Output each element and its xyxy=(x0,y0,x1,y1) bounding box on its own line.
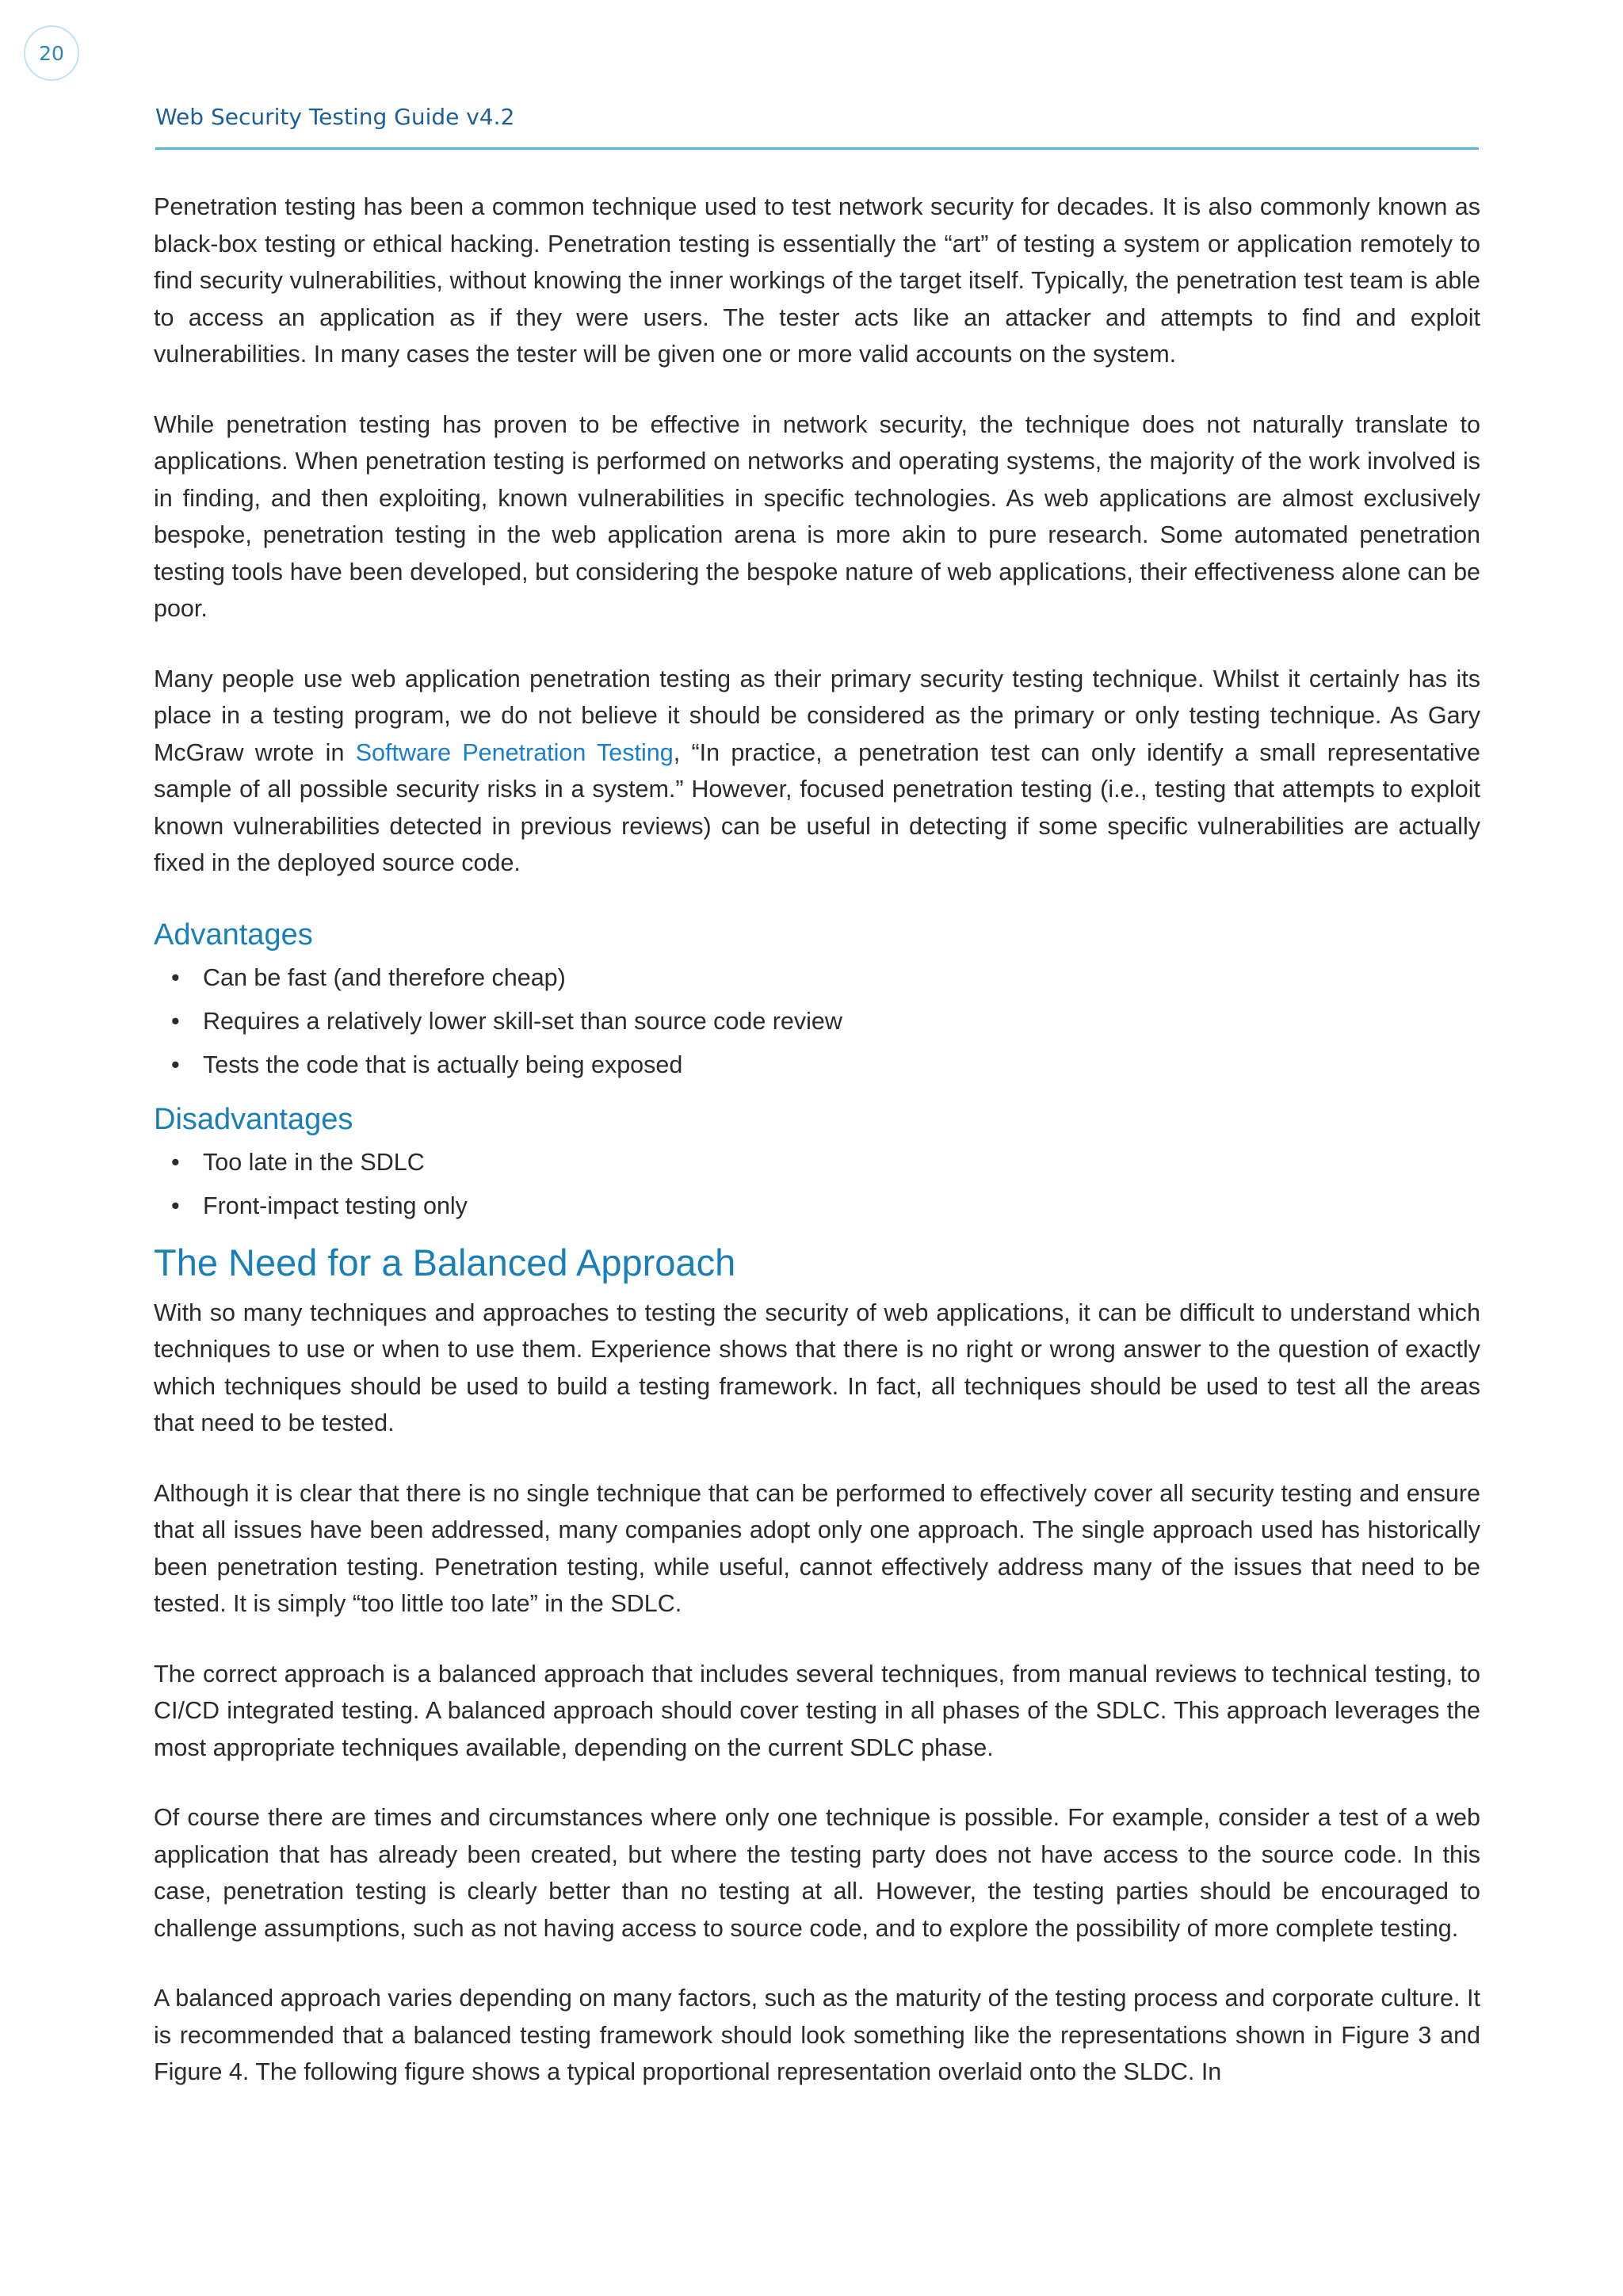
paragraph: With so many techniques and approaches to testing the security of web applications, it can be difficult to understand which techniques to use or when to use them. Experience shows that there is no right or wrong answer to the question of exactly which techniques should be used to build a testing framework. In fact, all techniques should be used to test all the areas that need to be tested. xyxy=(154,1299,1480,1436)
paragraph: A balanced approach varies depending on many factors, such as the maturity of the testing process and corporate culture. It is recommended that a balanced testing framework should look something like the representations shown in Figure 3 and Figure 4. The following figure shows a typical proportional representation overlaid onto the SLDC. In xyxy=(154,1985,1480,2085)
paragraph: Penetration testing has been a common technique used to test network security for decades. It is also commonly known as black-box testing or ethical hacking. Penetration testing is essentially the “art” of testing a system or application remotely to find security vulnerabilities, without knowing the inner workings of the target itself. Typically, the penetration test team is able to access an application as if they were users. The tester acts like an attacker and attempts to find and exploit vulnerabilities. In many cases the tester will be given one or more valid accounts on the system. xyxy=(154,193,1480,368)
bullet-icon: • xyxy=(171,963,180,991)
list-item xyxy=(154,959,1480,997)
bullet-icon: • xyxy=(171,1148,180,1176)
list-item xyxy=(154,1003,1480,1040)
paragraph: Although it is clear that there is no single technique that can be performed to effectively cover all security testing and ensure that all issues have been addressed, many companies adopt only one approach. The single approach used has historically been penetration testing. Penetration testing, while useful, cannot effectively address many of the issues that need to be tested. It is simply “too little too late” in the SDLC. xyxy=(154,1479,1480,1617)
page-content xyxy=(154,189,1480,2124)
page-number-badge xyxy=(24,25,79,81)
software-penetration-testing-link[interactable]: Software Penetration Testing xyxy=(355,738,674,766)
paragraph-text: Many people use web application penetration testing as their primary security testing technique. Whilst it certainly has its place in a testing program, we do not believe it should be considered as the primary or only testing technique. As Gary McGraw wrote in xyxy=(154,665,1480,766)
list-item-text: Requires a relatively lower skill-set than source code review xyxy=(203,1007,842,1035)
running-header: Web Security Testing Guide v4.2 xyxy=(155,104,515,130)
bullet-icon: • xyxy=(171,1007,180,1035)
paragraph: Of course there are times and circumstances where only one technique is possible. For example, consider a test of a web application that has already been created, but where the testing party does not have access to the source code. In this case, penetration testing is clearly better than no testing at all. However, the testing parties should be encouraged to challenge assumptions, such as not having access to source code, and to explore the possibility of more complete testing. xyxy=(154,1804,1480,1942)
list-item xyxy=(154,1188,1480,1225)
paragraph: While penetration testing has proven to be effective in network security, the technique does not naturally translate to applications. When penetration testing is performed on networks and operating systems, the majority of the work involved is in finding, and then exploiting, known vulnerabilities in specific technologies. As web applications are almost exclusively bespoke, penetration testing in the web application arena is more akin to pure research. Some automated penetration testing tools have been developed, but considering the bespoke nature of web applications, their effectiveness alone can be poor. xyxy=(154,410,1480,622)
disadvantages-list xyxy=(154,1144,1480,1225)
list-item-text: Tests the code that is actually being exposed xyxy=(203,1051,683,1078)
list-item-text: Front-impact testing only xyxy=(203,1192,468,1219)
bullet-icon: • xyxy=(171,1192,180,1219)
disadvantages-heading: Disadvantages xyxy=(154,1102,353,1136)
list-item xyxy=(154,1047,1480,1084)
advantages-list xyxy=(154,959,1480,1084)
page-number: 20 xyxy=(39,41,64,65)
paragraph-text: , “In practice, a penetration test can only identify a small representative sample of all possible security risks in a system.” However, focused penetration testing (i.e., testing that attempts to exploit known vulnerabilities detected in previous reviews) can be useful in detecting if some specific vulnerabilities are actually fixed in the deployed source code. xyxy=(154,738,1480,876)
list-item-text: Can be fast (and therefore cheap) xyxy=(203,963,566,991)
balanced-approach-heading: The Need for a Balanced Approach xyxy=(154,1241,736,1283)
header-divider xyxy=(155,147,1479,150)
list-item xyxy=(154,1144,1480,1181)
paragraph: The correct approach is a balanced approach that includes several techniques, from manual reviews to technical testing, to CI/CD integrated testing. A balanced approach should cover testing in all phases of the SDLC. This approach leverages the most appropriate techniques available, depending on the current SDLC phase. xyxy=(154,1660,1480,1761)
bullet-icon: • xyxy=(171,1051,180,1078)
list-item-text: Too late in the SDLC xyxy=(203,1148,425,1176)
paragraph-mcgraw xyxy=(154,661,1480,882)
advantages-heading: Advantages xyxy=(154,917,313,952)
